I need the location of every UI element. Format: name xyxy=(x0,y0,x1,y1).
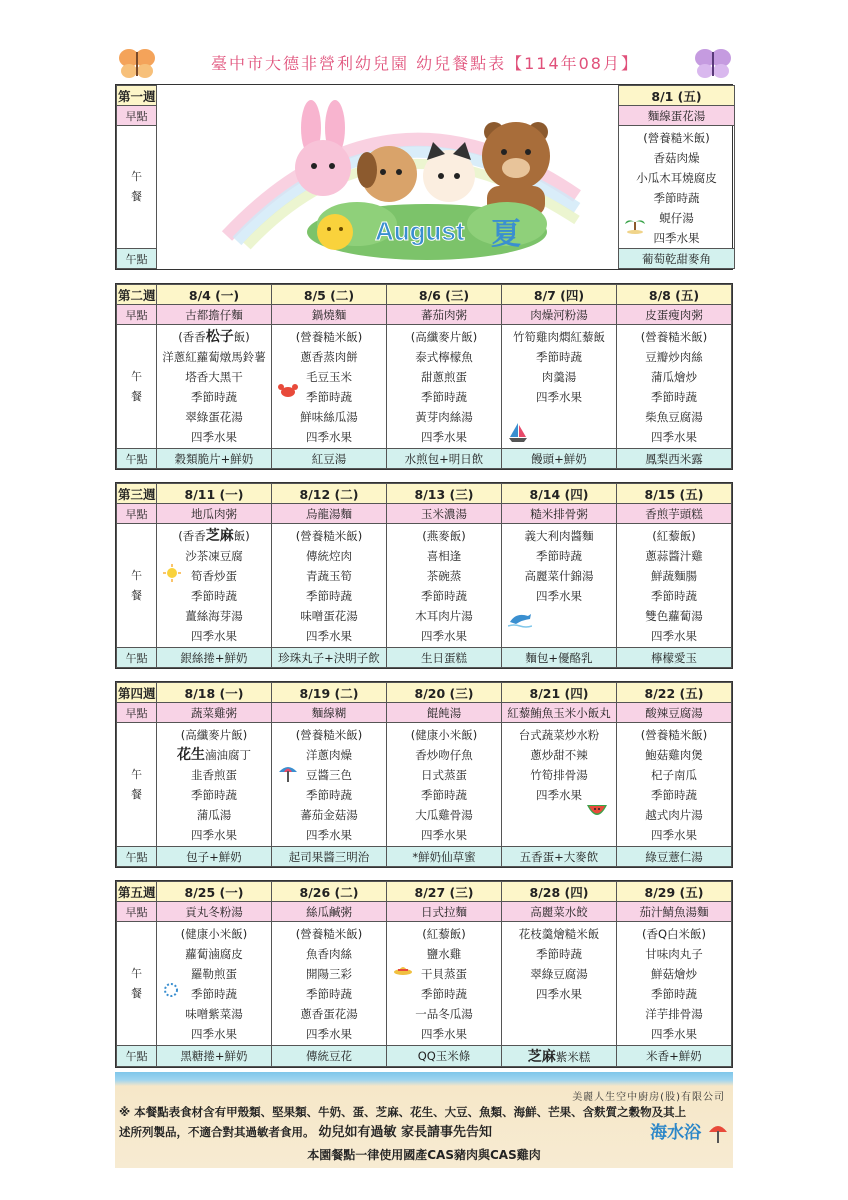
sun-icon xyxy=(163,564,181,585)
lunch-cell xyxy=(272,325,387,449)
lunch-label: 午 餐 xyxy=(117,126,157,249)
lunch-item: 鹽水雞 xyxy=(426,947,462,961)
lunch-item: 季節時蔬 xyxy=(306,390,352,404)
lunch-item: 甜蔥煎蛋 xyxy=(421,370,467,384)
lunch-item: 季節時蔬 xyxy=(191,987,237,1001)
breakfast-label: 早點 xyxy=(117,106,157,126)
week-label: 第一週 xyxy=(117,86,157,106)
lunch-item: 香炒吻仔魚 xyxy=(415,748,473,762)
lunch-item: 沙茶凍豆腐 xyxy=(185,549,243,563)
meat-source-notice: 本園餐點一律使用國產CAS豬肉與CAS雞肉 xyxy=(307,1148,541,1162)
lunch-cell xyxy=(387,922,502,1046)
week-label: 第二週 xyxy=(117,285,157,305)
week-2-table xyxy=(115,283,733,470)
date-cell: 8/22 (五) xyxy=(617,683,732,703)
snack-cell: 生日蛋糕 xyxy=(387,648,502,668)
snack-cell: 麵包+優酪乳 xyxy=(502,648,617,668)
snack-cell: 檸檬愛玉 xyxy=(617,648,732,668)
breakfast-cell: 香煎芋頭糕 xyxy=(617,504,732,524)
dolphin-icon xyxy=(508,610,532,631)
week-4-table xyxy=(115,681,733,868)
sailboat-icon xyxy=(508,421,528,446)
snack-cell: 饅頭+鮮奶 xyxy=(502,449,617,469)
breakfast-cell: 蔬菜雞粥 xyxy=(157,703,272,723)
date-cell: 8/19 (二) xyxy=(272,683,387,703)
lunch-item: 竹筍雞肉燜紅藜飯 xyxy=(513,330,605,344)
date-cell: 8/14 (四) xyxy=(502,484,617,504)
lunch-cell xyxy=(502,922,617,1046)
lunch-item: 蒲瓜燴炒 xyxy=(651,370,697,384)
lunch-item: 洋蔥紅蘿蔔燉馬鈴薯 xyxy=(162,350,266,364)
lunch-item: 季節時蔬 xyxy=(306,788,352,802)
lunch-item: 翠綠豆腐湯 xyxy=(530,967,588,981)
lunch-item xyxy=(503,1024,615,1044)
lunch-item: (香香松子飯) xyxy=(178,329,250,345)
date-cell: 8/1 (五) xyxy=(619,86,735,106)
lunch-cell xyxy=(157,922,272,1046)
beach-logo xyxy=(650,1118,729,1144)
date-cell: 8/6 (三) xyxy=(387,285,502,305)
lunch-item: 四季水果 xyxy=(536,589,582,603)
breakfast-cell: 地瓜肉粥 xyxy=(157,504,272,524)
breakfast-cell: 日式拉麵 xyxy=(387,902,502,922)
lunch-item: 日式蒸蛋 xyxy=(421,768,467,782)
lunch-item: (營養糙米飯) xyxy=(643,131,710,145)
lunch-item: 季節時蔬 xyxy=(536,947,582,961)
snack-cell: 綠豆薏仁湯 xyxy=(617,847,732,867)
week-label: 第五週 xyxy=(117,882,157,902)
lunch-item: 季節時蔬 xyxy=(536,549,582,563)
lunch-item: 季節時蔬 xyxy=(536,350,582,364)
allergy-notice-line1: ※ 本餐點表食材含有甲殼類、堅果類、牛奶、蛋、芝麻、花生、大豆、魚類、海鮮、芒果、含麩質之穀物及其上 xyxy=(119,1105,687,1119)
lunch-item: 四季水果 xyxy=(191,629,237,643)
august-banner: August xyxy=(375,216,465,246)
breakfast-cell: 古都擔仔麵 xyxy=(157,305,272,325)
lunch-item: 小瓜木耳燒腐皮 xyxy=(636,171,717,185)
snack-cell: 穀類脆片+鮮奶 xyxy=(157,449,272,469)
week-label: 第三週 xyxy=(117,484,157,504)
lunch-item: 季節時蔬 xyxy=(653,191,700,205)
lunch-item: 四季水果 xyxy=(421,828,467,842)
lunch-cell xyxy=(272,524,387,648)
lunch-item: 黃芽肉絲湯 xyxy=(415,410,473,424)
lunch-item: 花枝羹燴糙米飯 xyxy=(518,927,600,941)
lunch-cell xyxy=(387,325,502,449)
date-cell: 8/18 (一) xyxy=(157,683,272,703)
lunch-item: 四季水果 xyxy=(536,390,582,404)
lunch-label: 午 餐 xyxy=(117,524,157,648)
lunch-cell xyxy=(617,325,732,449)
lunch-cell xyxy=(272,922,387,1046)
page-title: 臺中市大德非營利幼兒園 幼兒餐點表【114年08月】 xyxy=(211,53,639,73)
lunch-item: (紅藜飯) xyxy=(652,529,696,543)
company-name: 美麗人生空中廚房(股)有限公司 xyxy=(572,1092,725,1103)
lunch-item: 茶碗蒸 xyxy=(426,569,462,583)
snack-cell: 鳳梨西米露 xyxy=(617,449,732,469)
allergy-notice-emphasis: 幼兒如有過敏 家長請事先告知 xyxy=(318,1125,493,1140)
lunch-item: 蕃茄金菇湯 xyxy=(300,808,358,822)
breakfast-cell: 玉米濃湯 xyxy=(387,504,502,524)
date-cell: 8/7 (四) xyxy=(502,285,617,305)
breakfast-cell: 餛飩湯 xyxy=(387,703,502,723)
lunch-item: 喜相逢 xyxy=(426,549,462,563)
lunch-item: 蒲瓜湯 xyxy=(196,808,232,822)
lunch-cell xyxy=(157,723,272,847)
animals-illustration xyxy=(157,86,617,268)
snack-cell: 水煎包+明日飲 xyxy=(387,449,502,469)
date-cell: 8/26 (二) xyxy=(272,882,387,902)
lunch-item: 高麗菜什錦湯 xyxy=(524,569,594,583)
lunch-item: 柴魚豆腐湯 xyxy=(645,410,703,424)
lunch-item: 四季水果 xyxy=(651,430,697,444)
lunch-item: 四季水果 xyxy=(191,430,237,444)
lunch-item: 傳統焢肉 xyxy=(306,549,352,563)
snack-cell: 珍珠丸子+決明子飲 xyxy=(272,648,387,668)
breakfast-cell: 鍋燒麵 xyxy=(272,305,387,325)
lunch-item: 鮮菇燴炒 xyxy=(651,967,697,981)
breakfast-cell: 紅藜鮪魚玉米小飯丸 xyxy=(502,703,617,723)
lunch-item: 四季水果 xyxy=(306,1027,352,1041)
snack-label: 午點 xyxy=(117,449,157,469)
lunch-item: 泰式檸檬魚 xyxy=(415,350,473,364)
lunch-item: 鮮味絲瓜湯 xyxy=(300,410,358,424)
breakfast-cell: 烏龍湯麵 xyxy=(272,504,387,524)
lunch-cell xyxy=(502,524,617,648)
snack-cell: 芝麻紫米糕 xyxy=(502,1046,617,1067)
lunch-label: 午 餐 xyxy=(117,723,157,847)
lunch-item: (營養糙米飯) xyxy=(295,330,363,344)
lunch-item: (高纖麥片飯) xyxy=(180,728,248,742)
snack-label: 午點 xyxy=(117,847,157,867)
lunch-item: (營養糙米飯) xyxy=(295,927,363,941)
week-1-table xyxy=(115,84,733,270)
date-cell: 8/4 (一) xyxy=(157,285,272,305)
lunch-item: 四季水果 xyxy=(421,629,467,643)
breakfast-label: 早點 xyxy=(117,305,157,325)
lunch-cell xyxy=(272,723,387,847)
straw-hat-icon xyxy=(393,962,413,979)
date-cell: 8/15 (五) xyxy=(617,484,732,504)
lunch-item: 蜆仔湯 xyxy=(659,211,694,225)
lunch-item: (香Q白米飯) xyxy=(641,927,707,941)
lunch-item: 韭香煎蛋 xyxy=(191,768,237,782)
breakfast-cell: 酸辣豆腐湯 xyxy=(617,703,732,723)
page-header xyxy=(115,44,735,80)
snack-cell: QQ玉米條 xyxy=(387,1046,502,1067)
lunch-item: 季節時蔬 xyxy=(191,390,237,404)
lunch-item: 四季水果 xyxy=(653,231,700,245)
lunch-item: 四季水果 xyxy=(421,430,467,444)
week1-illustration xyxy=(157,86,619,269)
lunch-item: 洋芋排骨湯 xyxy=(645,1007,703,1021)
lunch-item: 季節時蔬 xyxy=(421,589,467,603)
lunch-item: 季節時蔬 xyxy=(191,788,237,802)
breakfast-label: 早點 xyxy=(117,703,157,723)
lunch-item: 季節時蔬 xyxy=(421,788,467,802)
breakfast-label: 早點 xyxy=(117,504,157,524)
lunch-item xyxy=(503,825,615,845)
lunch-item: 開陽三彩 xyxy=(306,967,352,981)
lunch-item: 魚香肉絲 xyxy=(306,947,352,961)
snack-cell: 五香蛋+大麥飲 xyxy=(502,847,617,867)
lunch-item: (營養糙米飯) xyxy=(640,728,708,742)
lunch-item: 薑絲海芽湯 xyxy=(185,609,243,623)
lunch-item: (香香芝麻飯) xyxy=(178,528,250,544)
lunch-item: 義大利肉醬麵 xyxy=(524,529,594,543)
lunch-item: 蔥香蛋花湯 xyxy=(300,1007,358,1021)
lunch-cell xyxy=(617,524,732,648)
date-cell: 8/5 (二) xyxy=(272,285,387,305)
lunch-item: 一品冬瓜湯 xyxy=(415,1007,473,1021)
date-cell: 8/20 (三) xyxy=(387,683,502,703)
breakfast-cell: 貢丸冬粉湯 xyxy=(157,902,272,922)
lunch-item: 鮮蔬麵腸 xyxy=(651,569,697,583)
lunch-item: 雙色蘿蔔湯 xyxy=(645,609,703,623)
snack-cell: 黑糖捲+鮮奶 xyxy=(157,1046,272,1067)
date-cell: 8/27 (三) xyxy=(387,882,502,902)
lunch-cell xyxy=(157,325,272,449)
lunch-cell xyxy=(387,723,502,847)
lunch-item: 四季水果 xyxy=(536,788,582,802)
lunch-item: (營養糙米飯) xyxy=(640,330,708,344)
breakfast-cell: 絲瓜鹹粥 xyxy=(272,902,387,922)
snack-cell: 包子+鮮奶 xyxy=(157,847,272,867)
lunch-item: (健康小米飯) xyxy=(180,927,248,941)
lunch-item: 蔥蒜醬汁雞 xyxy=(645,549,703,563)
lunch-item: 羅勒煎蛋 xyxy=(191,967,237,981)
lunch-item: 花生滷油腐丁 xyxy=(177,747,251,763)
date-cell: 8/11 (一) xyxy=(157,484,272,504)
snack-label: 午點 xyxy=(117,1046,157,1067)
lunch-item: 季節時蔬 xyxy=(651,987,697,1001)
snack-label: 午點 xyxy=(117,249,157,269)
lunch-item: 四季水果 xyxy=(651,629,697,643)
lunch-item: 季節時蔬 xyxy=(651,788,697,802)
lunch-label: 午 餐 xyxy=(117,325,157,449)
lunch-item: (燕麥飯) xyxy=(422,529,466,543)
footer-notice xyxy=(115,1072,733,1168)
snack-cell: 紅豆湯 xyxy=(272,449,387,469)
lunch-cell xyxy=(617,723,732,847)
lunch-item: (紅藜飯) xyxy=(422,927,466,941)
lunch-item: 四季水果 xyxy=(306,828,352,842)
lunch-item: 季節時蔬 xyxy=(421,987,467,1001)
allergy-notice-line2: 述所列製品，不適合對其過敏者食用。 xyxy=(119,1125,315,1139)
breakfast-cell: 麵線糊 xyxy=(272,703,387,723)
lunch-item: 甘味肉丸子 xyxy=(645,947,703,961)
lunch-item: 四季水果 xyxy=(191,1027,237,1041)
date-cell: 8/8 (五) xyxy=(617,285,732,305)
lunch-item: 越式肉片湯 xyxy=(645,808,703,822)
date-cell: 8/28 (四) xyxy=(502,882,617,902)
lunch-item: 筍香炒蛋 xyxy=(191,569,237,583)
lunch-item: 干貝蒸蛋 xyxy=(421,967,467,981)
lunch-item: 鮑菇雞肉煲 xyxy=(645,748,703,762)
lunch-item: 翠綠蛋花湯 xyxy=(185,410,243,424)
summer-banner: 夏 xyxy=(491,217,521,252)
lunch-item: 四季水果 xyxy=(306,629,352,643)
lunch-item: 洋蔥肉燥 xyxy=(306,748,352,762)
lunch-item: 豆瓣炒肉絲 xyxy=(645,350,703,364)
lunch-item: 四季水果 xyxy=(536,987,582,1001)
lunch-item: 毛豆玉米 xyxy=(306,370,352,384)
breakfast-cell: 皮蛋瘦肉粥 xyxy=(617,305,732,325)
lunch-item: 季節時蔬 xyxy=(651,390,697,404)
beach-umbrella-icon xyxy=(707,1122,729,1144)
date-cell: 8/13 (三) xyxy=(387,484,502,504)
week-label: 第四週 xyxy=(117,683,157,703)
lunch-item: 四季水果 xyxy=(191,828,237,842)
snack-cell: 銀絲捲+鮮奶 xyxy=(157,648,272,668)
breakfast-cell: 肉燥河粉湯 xyxy=(502,305,617,325)
butterfly-icon xyxy=(693,46,733,80)
lunch-item: 季節時蔬 xyxy=(191,589,237,603)
snack-cell: 葡萄乾甜麥角 xyxy=(619,249,735,269)
lunch-cell xyxy=(502,723,617,847)
lunch-cell xyxy=(502,325,617,449)
lunch-item: 四季水果 xyxy=(651,1027,697,1041)
lunch-item: 四季水果 xyxy=(651,828,697,842)
snack-label: 午點 xyxy=(117,648,157,668)
lunch-cell xyxy=(387,524,502,648)
lunch-item: (高纖麥片飯) xyxy=(410,330,478,344)
week-3-table xyxy=(115,482,733,669)
week-5-table xyxy=(115,880,733,1068)
lunch-item: 杞子南瓜 xyxy=(651,768,697,782)
lunch-item: 豆醬三色 xyxy=(306,768,352,782)
date-cell: 8/21 (四) xyxy=(502,683,617,703)
lunch-item: 塔香大黑干 xyxy=(185,370,243,384)
lunch-item: 季節時蔬 xyxy=(306,589,352,603)
lunch-item: (營養糙米飯) xyxy=(295,529,363,543)
snack-cell: 起司果醬三明治 xyxy=(272,847,387,867)
snack-cell: 傳統豆花 xyxy=(272,1046,387,1067)
lunch-item: 四季水果 xyxy=(421,1027,467,1041)
lunch-item: 味噌蛋花湯 xyxy=(300,609,358,623)
butterfly-icon xyxy=(117,46,157,80)
lunch-item: 蔥香蒸肉餅 xyxy=(300,350,358,364)
lunch-item: (健康小米飯) xyxy=(410,728,478,742)
lunch-item: 青蔬玉筍 xyxy=(306,569,352,583)
lunch-item: 肉羹湯 xyxy=(541,370,577,384)
beach-text: 海水浴 xyxy=(650,1123,702,1143)
date-cell: 8/25 (一) xyxy=(157,882,272,902)
breakfast-cell: 糙米排骨粥 xyxy=(502,504,617,524)
date-cell: 8/12 (二) xyxy=(272,484,387,504)
watermelon-icon xyxy=(586,803,608,822)
lunch-item: 味噌紫菜湯 xyxy=(185,1007,243,1021)
lunch-item: 台式蔬菜炒水粉 xyxy=(518,728,600,742)
lunch-item: 季節時蔬 xyxy=(306,987,352,1001)
breakfast-cell: 高麗菜水餃 xyxy=(502,902,617,922)
lunch-cell xyxy=(157,524,272,648)
breakfast-label: 早點 xyxy=(117,902,157,922)
lunch-item: 大瓜雞骨湯 xyxy=(415,808,473,822)
lunch-item: (營養糙米飯) xyxy=(295,728,363,742)
lunch-item: 香菇肉燥 xyxy=(653,151,700,165)
lunch-item: 蔥炒甜不辣 xyxy=(530,748,588,762)
lunch-item: 季節時蔬 xyxy=(421,390,467,404)
flower-icon xyxy=(163,982,179,1001)
date-cell: 8/29 (五) xyxy=(617,882,732,902)
lunch-cell xyxy=(617,922,732,1046)
lunch-item: 竹筍排骨湯 xyxy=(530,768,588,782)
crab-icon xyxy=(278,383,298,402)
lunch-item: 木耳肉片湯 xyxy=(415,609,473,623)
breakfast-cell: 茄汁鯖魚湯麵 xyxy=(617,902,732,922)
lunch-item: 四季水果 xyxy=(306,430,352,444)
breakfast-cell: 麵線蛋花湯 xyxy=(619,106,735,126)
snack-cell: *鮮奶仙草蜜 xyxy=(387,847,502,867)
palm-tree-icon xyxy=(625,214,645,234)
lunch-item: 季節時蔬 xyxy=(651,589,697,603)
lunch-label: 午 餐 xyxy=(117,922,157,1046)
lunch-cell xyxy=(619,126,735,249)
lunch-item: 蘿蔔滷腐皮 xyxy=(185,947,243,961)
lunch-item xyxy=(503,1004,615,1024)
parasol-icon xyxy=(278,763,298,786)
breakfast-cell: 蕃茄肉粥 xyxy=(387,305,502,325)
allergy-notice xyxy=(119,1102,719,1143)
snack-cell: 米香+鮮奶 xyxy=(617,1046,732,1067)
